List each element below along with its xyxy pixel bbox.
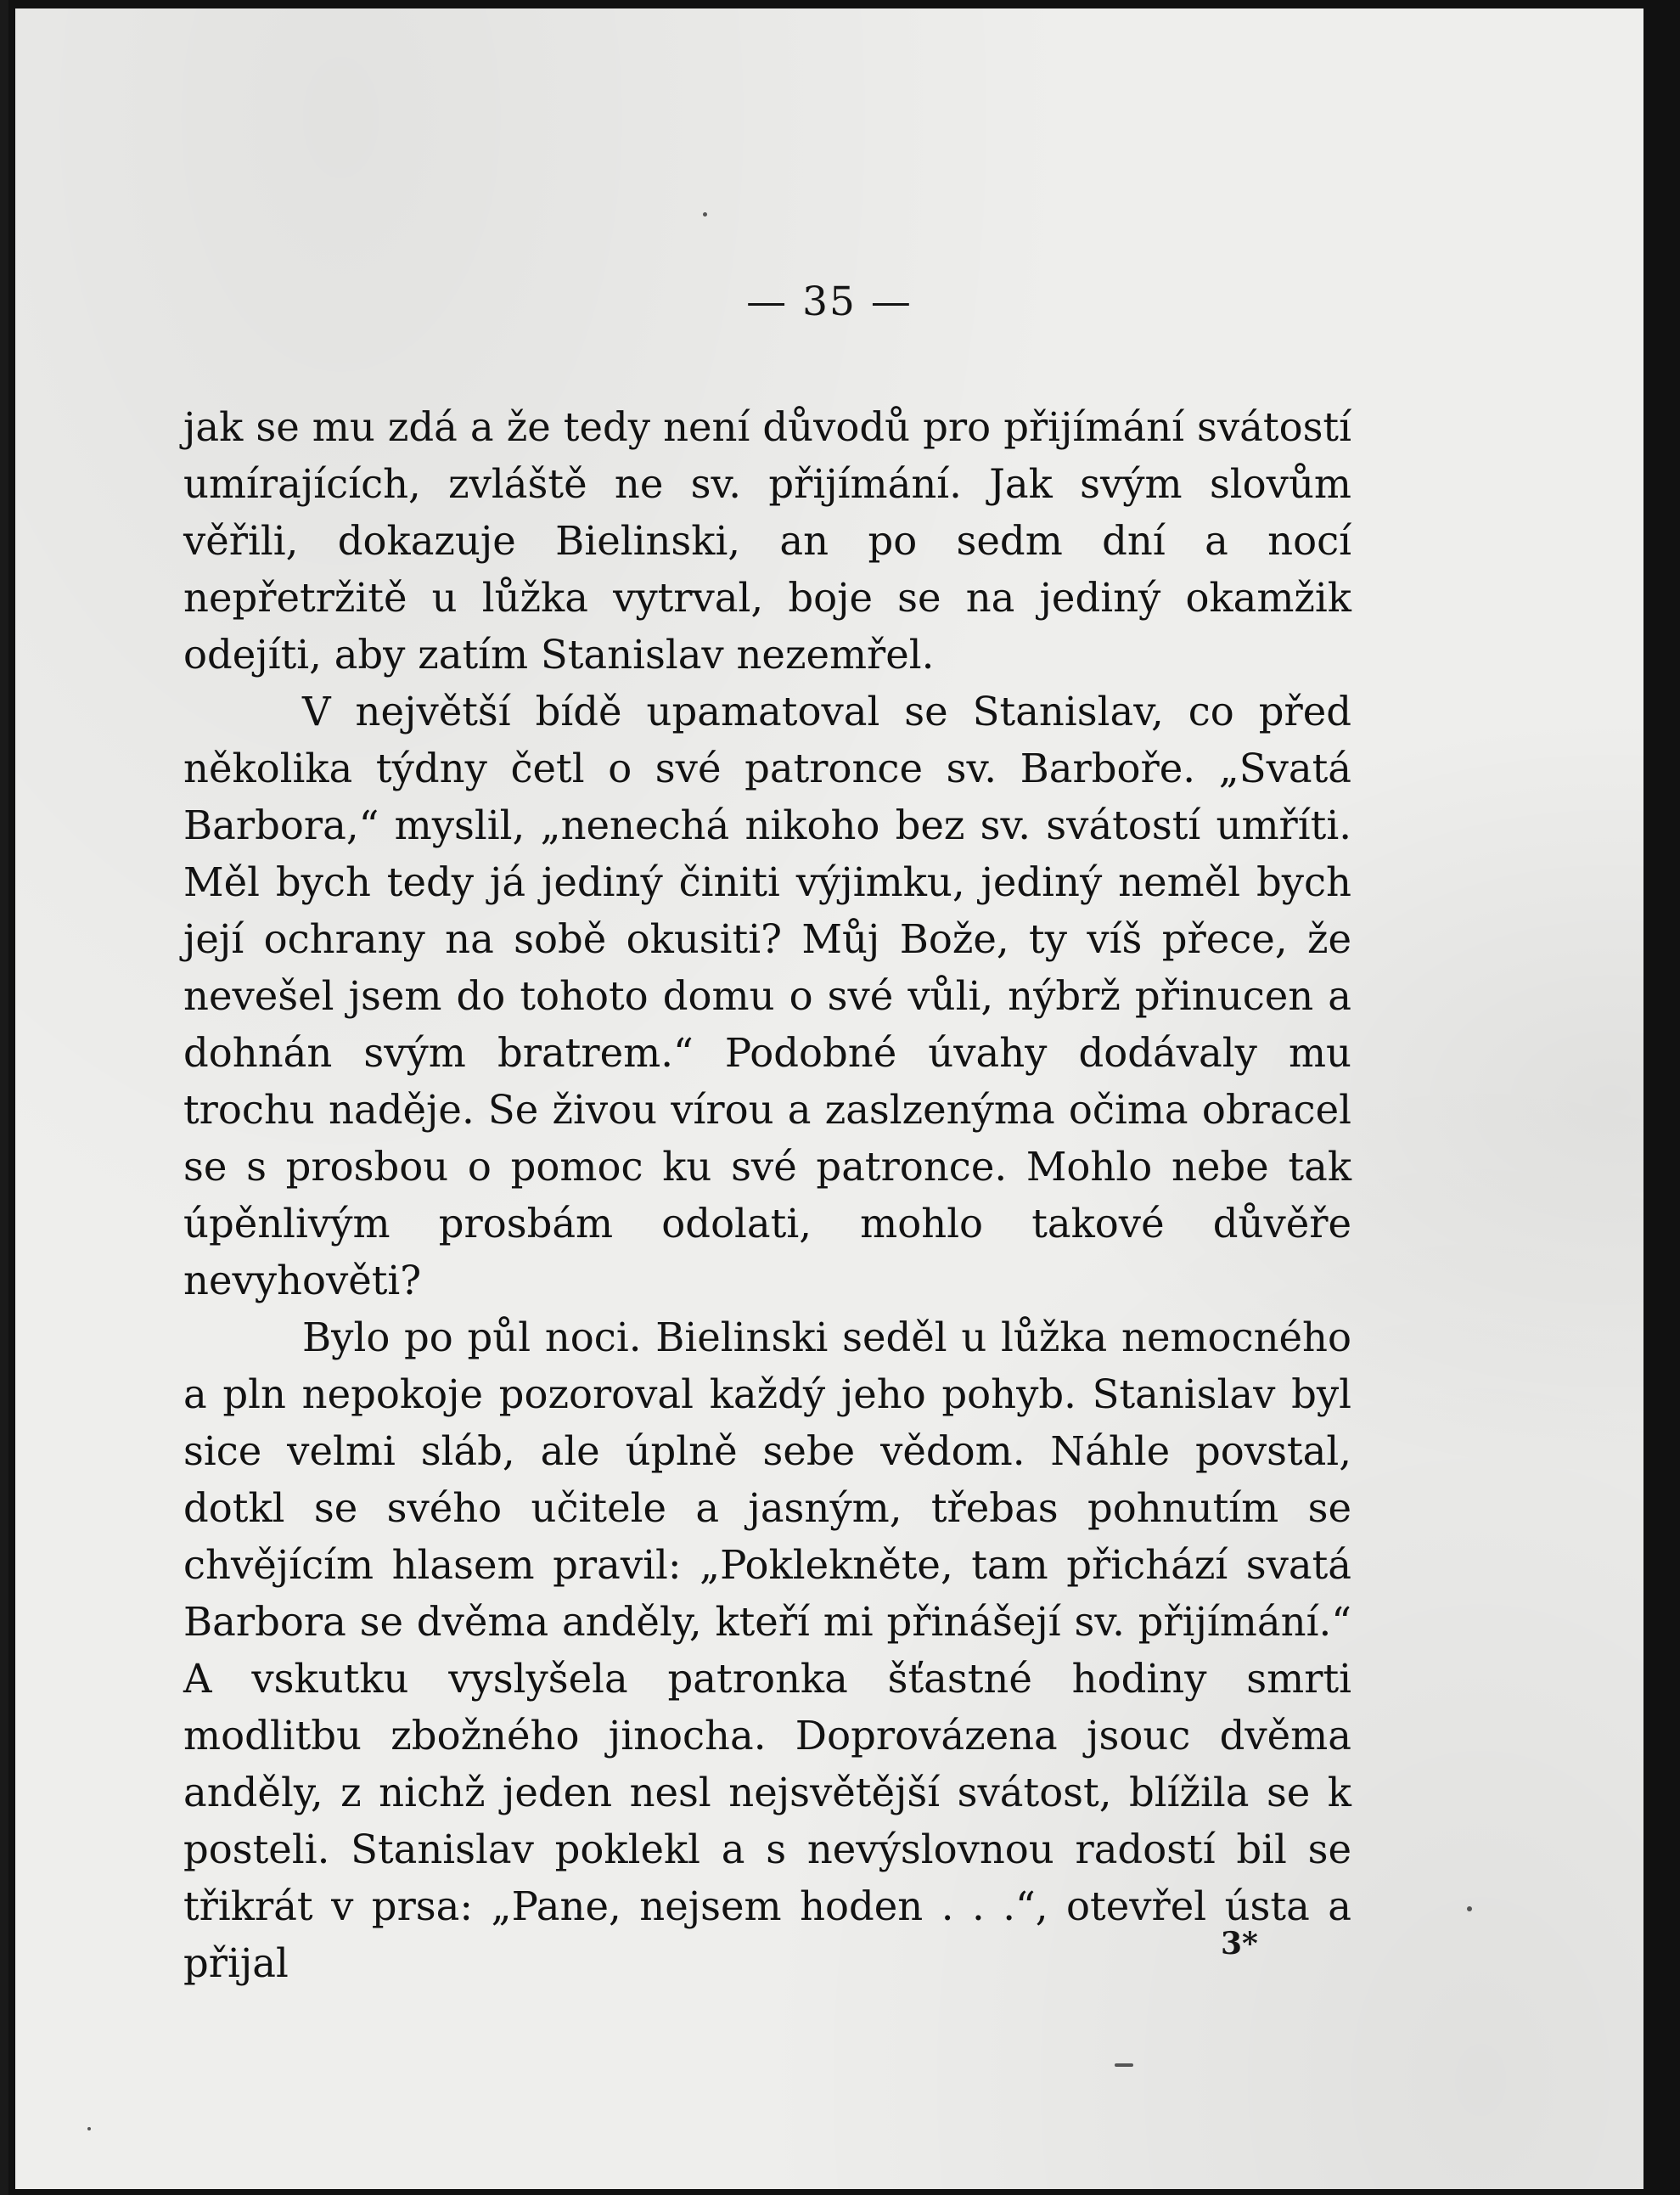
body-text xyxy=(183,399,1351,1992)
book-page xyxy=(15,8,1643,2189)
paragraph-2: V největší bídě upamatoval se Stanislav, co před několika týdny četl o své patronce sv. Barboře. „Svatá Barbora,“ myslil, „nenechá nikoho bez sv. svátostí umříti. Měl bych tedy já jediný činiti výjimku, jediný neměl bych její ochrany na sobě okusiti? Můj Bože, ty víš přece, že nevešel jsem do tohoto domu o své vůli, nýbrž přinucen a dohnán svým bratrem.“ Podobné úvahy dodávaly mu trochu naděje. Se živou vírou a zaslzenýma očima obracel se s prosbou o pomoc ku své patronce. Mohlo nebe tak úpěnlivým prosbám odolati, mohlo takové důvěře nevyhověti? xyxy=(183,689,1351,1303)
scan-speck xyxy=(1467,1906,1472,1911)
printer-signature: 3* xyxy=(1221,1926,1258,1961)
paragraph-3: Bylo po půl noci. Bielinski seděl u lůžka nemocného a pln nepokoje pozoroval každý jeho pohyb. Stanislav byl sice velmi sláb, ale úplně sebe vědom. Náhle povstal, dotkl se svého učitele a jasným, třebas pohnutím se chvějícím hlasem pravil: „Poklekněte, tam přichází svatá Barbora se dvěma anděly, kteří mi přinášejí sv. přijímání.“ A vskutku vyslyšela patronka šťastné hodiny smrti modlitbu zbožného jinocha. Doprovázena jsouc dvěma anděly, z nichž jeden nesl nejsvětější svátost, blížila se k posteli. Stanislav poklekl a s nevýslovnou radostí bil se třikrát v prsa: „Pane, nejsem hoden . . .“, otevřel ústa a přijal xyxy=(183,1314,1351,1986)
scan-left-edge xyxy=(0,0,8,2195)
scan-speck xyxy=(87,2127,91,2130)
paragraph-1: jak se mu zdá a že tedy není důvodů pro přijímání svátostí umírajících, zvláště ne sv. přijímání. Jak svým slovům věřili, dokazuje Bielinski, an po sedm dní a nocí nepřetržitě u lůžka vytrval, boje se na jediný okamžik odejíti, aby zatím Stanislav nezemřel. xyxy=(183,404,1351,678)
scan-speck xyxy=(703,212,707,217)
scan-speck xyxy=(1115,2063,1133,2067)
page-number: — 35 — xyxy=(746,279,913,325)
